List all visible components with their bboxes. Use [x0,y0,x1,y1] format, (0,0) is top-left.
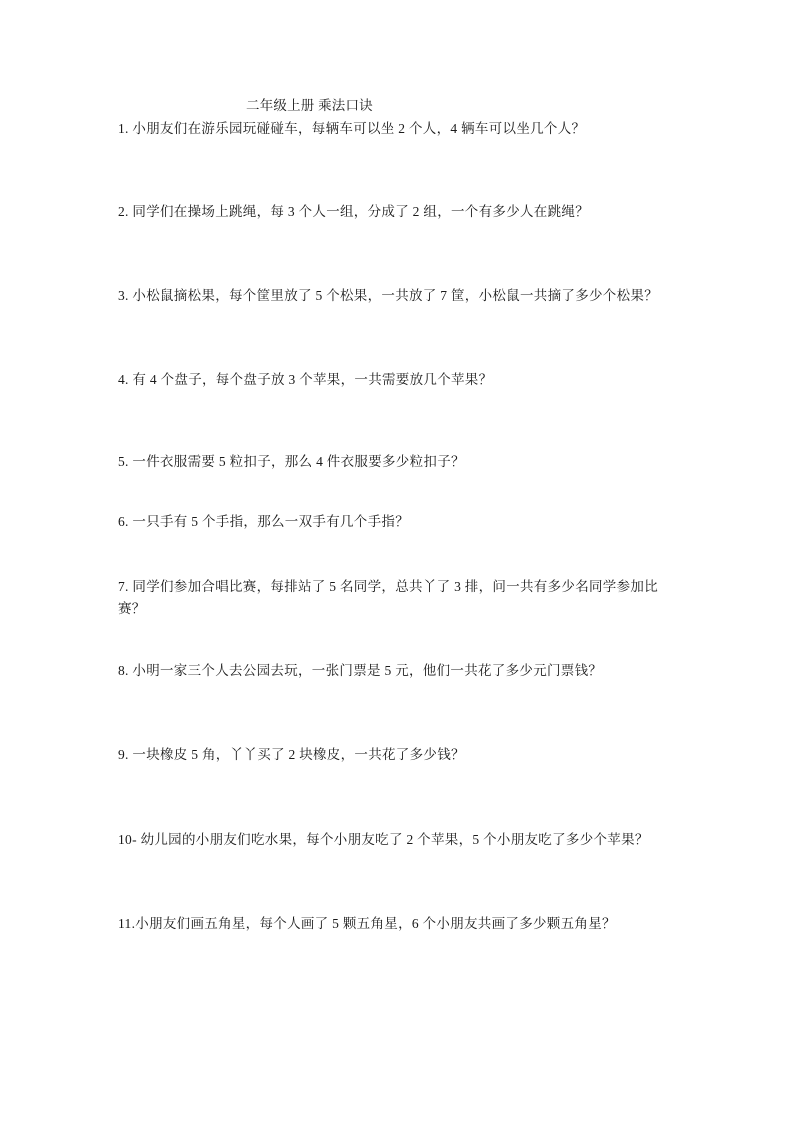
question-3: 3. 小松鼠摘松果，每个筐里放了 5 个松果，一共放了 7 筐，小松鼠一共摘了多少个松果？ [118,288,658,303]
question-10: 10- 幼儿园的小朋友们吃水果，每个小朋友吃了 2 个苹果，5 个小朋友吃了多少个苹果？ [118,832,649,847]
worksheet-title: 二年级上册 乘法口诀 [246,98,373,113]
question-9: 9. 一块橡皮 5 角，丫丫买了 2 块橡皮，一共花了多少钱？ [118,747,465,762]
question-11: 11.小朋友们画五角星，每个人画了 5 颗五角星，6 个小朋友共画了多少颗五角星？ [118,916,616,931]
question-8: 8. 小明一家三个人去公园去玩，一张门票是 5 元，他们一共花了多少元门票钱？ [118,663,603,678]
question-5: 5. 一件衣服需要 5 粒扣子，那么 4 件衣服要多少粒扣子？ [118,454,465,469]
question-7: 7. 同学们参加合唱比赛，每排站了 5 名同学，总共丫了 3 排，问一共有多少名同学参加比赛？ [118,579,658,616]
question-4: 4. 有 4 个盘子，每个盘子放 3 个苹果，一共需要放几个苹果？ [118,372,493,387]
question-2: 2. 同学们在操场上跳绳，每 3 个人一组，分成了 2 组，一个有多少人在跳绳？ [118,204,589,219]
question-6: 6. 一只手有 5 个手指，那么一双手有几个手指？ [118,514,409,529]
question-1: 1. 小朋友们在游乐园玩碰碰车，每辆车可以坐 2 个人，4 辆车可以坐几个人？ [118,121,586,136]
